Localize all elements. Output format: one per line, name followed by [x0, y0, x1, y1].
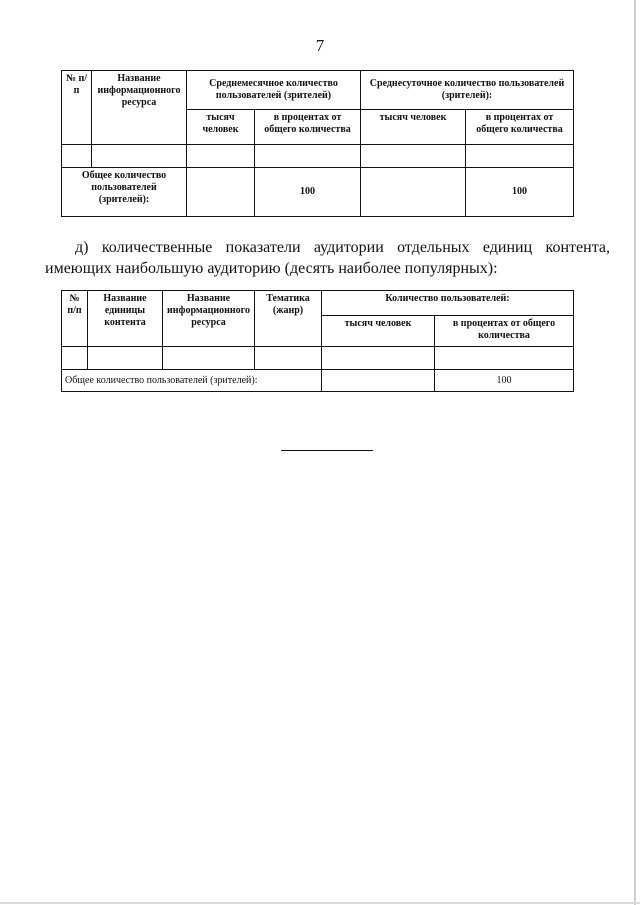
header-num: № п/п: [62, 291, 88, 347]
total-percent: 100: [435, 370, 574, 392]
page-number: 7: [315, 36, 325, 55]
empty-cell: [62, 145, 92, 168]
header-user-count: Количество пользователей:: [322, 291, 574, 316]
header-content-unit-name: Название единицы контента: [88, 291, 163, 347]
subheader-thousand-daily: тысяч человек: [361, 110, 466, 145]
total-users-label: Общее количество пользователей (зрителей):: [62, 370, 322, 392]
header-num: № п/п: [62, 71, 92, 145]
empty-cell: [88, 347, 163, 370]
total-users-label: Общее количество пользователей (зрителей):: [62, 168, 187, 217]
page-edge-bottom: [0, 902, 640, 904]
total-percent-daily: 100: [466, 168, 574, 217]
header-monthly-users: Среднемесячное количество пользователей (зрителей): [187, 71, 361, 110]
empty-cell: [255, 145, 361, 168]
empty-cell: [187, 168, 255, 217]
subheader-thousand: тысяч человек: [322, 316, 435, 347]
empty-cell: [92, 145, 187, 168]
subheader-percent-monthly: в процентах от общего количества: [255, 110, 361, 145]
header-resource-name: Название информационного ресурса: [163, 291, 255, 347]
empty-cell: [322, 347, 435, 370]
subheader-percent-daily: в процентах от общего количества: [466, 110, 574, 145]
empty-cell: [361, 168, 466, 217]
empty-cell: [361, 145, 466, 168]
empty-cell: [322, 370, 435, 392]
top-content-audience-table: [61, 290, 574, 392]
empty-cell: [466, 145, 574, 168]
empty-cell: [163, 347, 255, 370]
subheader-percent: в процентах от общего количества: [435, 316, 574, 347]
separator-line: [281, 450, 373, 451]
empty-cell: [255, 347, 322, 370]
section-d-paragraph: д) количественные показатели аудитории отдельных единиц контента, имеющих наибольшую аудиторию (десять наиболее популярных):: [45, 239, 610, 277]
header-daily-users: Среднесуточное количество пользователей (зрителей):: [361, 71, 574, 110]
empty-cell: [187, 145, 255, 168]
header-topic: Тематика (жанр): [255, 291, 322, 347]
monthly-daily-users-table: [61, 70, 574, 217]
empty-cell: [62, 347, 88, 370]
page-edge-right: [634, 0, 636, 905]
empty-cell: [435, 347, 574, 370]
total-percent-monthly: 100: [255, 168, 361, 217]
header-resource-name: Название информационного ресурса: [92, 71, 187, 145]
subheader-thousand-monthly: тысяч человек: [187, 110, 255, 145]
